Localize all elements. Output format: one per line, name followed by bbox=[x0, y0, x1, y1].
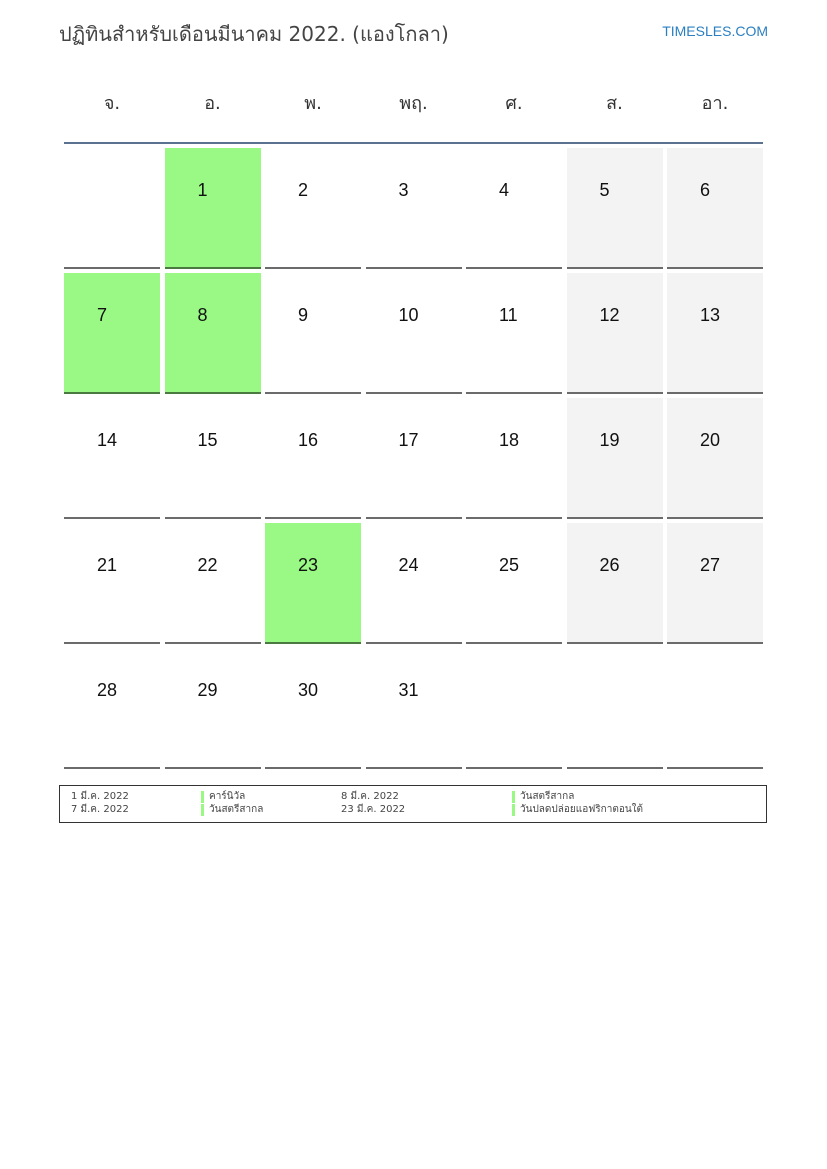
day-number: 25 bbox=[499, 555, 520, 575]
legend-date: 23 มี.ค. 2022 bbox=[341, 804, 406, 815]
week-row bbox=[64, 648, 763, 769]
empty-day-cell bbox=[466, 648, 562, 769]
week-row bbox=[64, 398, 763, 519]
day-number: 27 bbox=[700, 555, 721, 575]
day-cell[interactable] bbox=[466, 148, 562, 269]
legend-holiday-name: วันสตรีสากล bbox=[512, 791, 574, 803]
day-cell[interactable] bbox=[265, 648, 361, 769]
day-number: 24 bbox=[398, 555, 419, 575]
day-number: 15 bbox=[197, 430, 218, 450]
day-number: 23 bbox=[298, 555, 319, 575]
day-number: 11 bbox=[499, 305, 518, 325]
day-cell[interactable] bbox=[165, 523, 261, 644]
week-row bbox=[64, 523, 763, 644]
day-number: 13 bbox=[700, 305, 721, 325]
day-cell[interactable] bbox=[165, 648, 261, 769]
day-number: 7 bbox=[97, 305, 108, 325]
day-cell[interactable] bbox=[567, 273, 663, 394]
day-number: 3 bbox=[398, 180, 409, 200]
weekday-wednesday: พ. bbox=[304, 93, 322, 114]
day-number: 14 bbox=[97, 430, 118, 450]
month-calendar bbox=[64, 80, 763, 773]
day-cell[interactable] bbox=[466, 523, 562, 644]
calendar-weeks bbox=[64, 148, 763, 769]
day-number: 29 bbox=[197, 680, 218, 700]
day-cell[interactable] bbox=[265, 398, 361, 519]
day-cell[interactable] bbox=[64, 398, 160, 519]
holiday-day-cell[interactable] bbox=[64, 273, 160, 394]
day-cell[interactable] bbox=[265, 148, 361, 269]
day-cell[interactable] bbox=[466, 273, 562, 394]
weekday-sunday: อา. bbox=[701, 93, 729, 114]
day-number: 20 bbox=[700, 430, 721, 450]
day-cell[interactable] bbox=[567, 398, 663, 519]
site-link[interactable]: TIMESLES.COM bbox=[662, 23, 768, 39]
day-number: 22 bbox=[197, 555, 218, 575]
day-number: 12 bbox=[599, 305, 620, 325]
day-cell[interactable] bbox=[667, 273, 763, 394]
page-title: ปฏิทินสำหรับเดือนมีนาคม 2022. (แองโกลา) bbox=[59, 22, 449, 46]
day-number: 6 bbox=[700, 180, 711, 200]
day-cell[interactable] bbox=[466, 398, 562, 519]
weekday-header-row bbox=[64, 80, 763, 144]
weekday-thursday: พฤ. bbox=[399, 93, 428, 114]
holiday-day-cell[interactable] bbox=[265, 523, 361, 644]
day-cell[interactable] bbox=[667, 523, 763, 644]
holiday-day-cell[interactable] bbox=[165, 273, 261, 394]
week-row bbox=[64, 148, 763, 269]
day-number: 26 bbox=[599, 555, 620, 575]
empty-day-cell bbox=[667, 648, 763, 769]
day-cell[interactable] bbox=[667, 398, 763, 519]
week-row bbox=[64, 273, 763, 394]
day-number: 17 bbox=[398, 430, 419, 450]
weekday-tuesday: อ. bbox=[204, 93, 221, 114]
day-cell[interactable] bbox=[366, 148, 462, 269]
day-cell[interactable] bbox=[567, 148, 663, 269]
day-cell[interactable] bbox=[366, 648, 462, 769]
day-number: 30 bbox=[298, 680, 319, 700]
day-number: 10 bbox=[398, 305, 419, 325]
day-cell[interactable] bbox=[64, 523, 160, 644]
day-number: 18 bbox=[499, 430, 520, 450]
weekday-friday: ศ. bbox=[505, 93, 523, 114]
day-number: 21 bbox=[97, 555, 118, 575]
holiday-legend bbox=[59, 785, 767, 823]
day-cell[interactable] bbox=[366, 273, 462, 394]
day-cell[interactable] bbox=[64, 648, 160, 769]
day-number: 5 bbox=[599, 180, 610, 200]
day-number: 9 bbox=[298, 305, 309, 325]
day-number: 4 bbox=[499, 180, 510, 200]
day-number: 8 bbox=[197, 305, 208, 325]
day-cell[interactable] bbox=[366, 523, 462, 644]
day-number: 16 bbox=[298, 430, 319, 450]
day-cell[interactable] bbox=[165, 398, 261, 519]
holiday-day-cell[interactable] bbox=[165, 148, 261, 269]
day-cell[interactable] bbox=[567, 523, 663, 644]
legend-date: 7 มี.ค. 2022 bbox=[71, 804, 129, 815]
legend-holiday-name: วันสตรีสากล bbox=[201, 804, 263, 816]
day-cell[interactable] bbox=[366, 398, 462, 519]
legend-date: 8 มี.ค. 2022 bbox=[341, 791, 399, 802]
weekday-saturday: ส. bbox=[606, 93, 623, 114]
empty-day-cell bbox=[567, 648, 663, 769]
day-cell[interactable] bbox=[265, 273, 361, 394]
day-number: 28 bbox=[97, 680, 118, 700]
legend-holiday-name: วันปลดปล่อยแอฟริกาตอนใต้ bbox=[512, 804, 643, 816]
day-number: 1 bbox=[197, 180, 208, 200]
legend-holiday-name: คาร์นิวัล bbox=[201, 791, 245, 803]
day-number: 31 bbox=[398, 680, 419, 700]
day-cell[interactable] bbox=[667, 148, 763, 269]
day-number: 2 bbox=[298, 180, 309, 200]
day-number: 19 bbox=[599, 430, 620, 450]
weekday-monday: จ. bbox=[103, 93, 121, 114]
empty-day-cell bbox=[64, 148, 160, 269]
legend-date: 1 มี.ค. 2022 bbox=[71, 791, 129, 802]
